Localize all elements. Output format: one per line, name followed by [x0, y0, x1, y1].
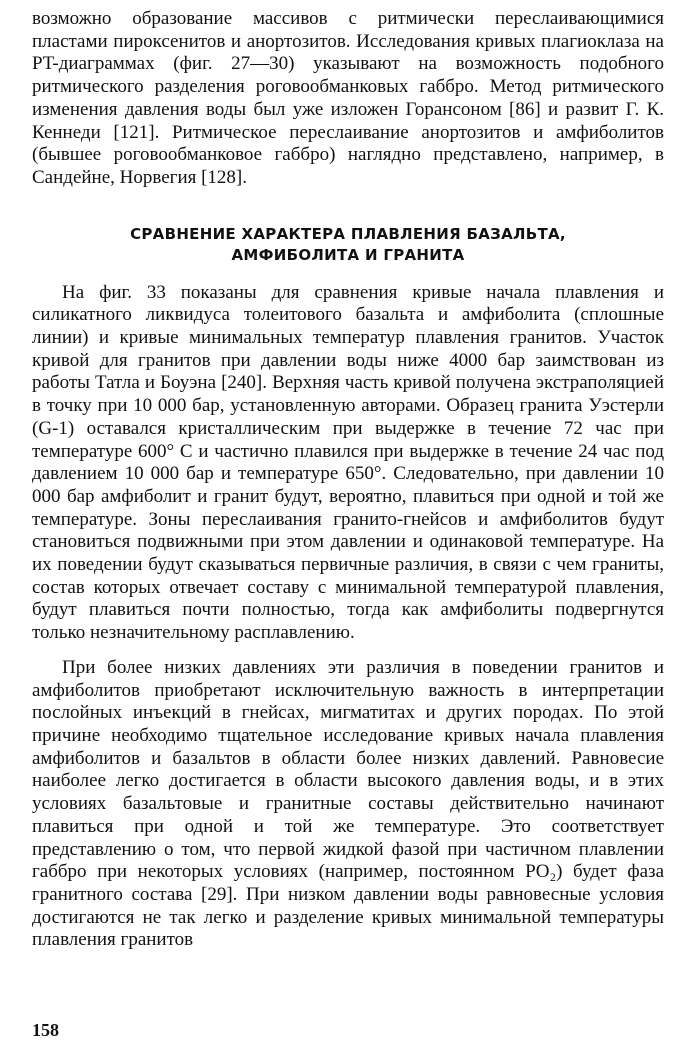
section-heading-line-1: СРАВНЕНИЕ ХАРАКТЕРА ПЛАВЛЕНИЯ БАЗАЛЬТА,	[130, 224, 566, 243]
body-paragraph-melting-comparison: На фиг. 33 показаны для сравнения кривые начала плавления и силикатного ликвидуса толеитового базальта и амфиболита (сплошные линии) и кривые минимальных температур плавления гранитов. Участок кривой для гранитов при давлении воды ниже 4000 бар заимствован из работы Татла и Боуэна [240]. Верхняя часть кривой получена экстраполяцией в точку при 10 000 бар, установленную авторами. Образец гранита Уэстерли (G-1) оставался кристаллическим при выдержке в течение 72 час при температуре 600° С и частично плавился при выдержке в течение 24 час под давлением 10 000 бар и температуре 650°. Следовательно, при давлении 10 000 бар амфиболит и гранит будут, вероятно, плавиться при одной и той же температуре. Зоны переслаивания гранито-гнейсов и амфиболитов будут становиться подвижными при этом давлении и одинаковой температуре. На их поведении будут сказываться первичные различия, в связи с чем граниты, состав которых отвечает составу с минимальной температурой плавления, будут плавиться почти полностью, тогда как амфиболиты подвергнутся только незначительному расплавлению.	[32, 281, 664, 644]
book-page	[32, 8, 664, 1044]
intro-paragraph: возможно образование массивов с ритмически переслаивающимися пластами пироксенитов и анортозитов. Исследования кривых плагиоклаза на PT-диаграммах (фиг. 27—30) указывают на возможность подобного ритмического разделения роговообманковых габбро. Метод ритмического изменения давления воды был уже изложен Горансоном [86] и развит Г. К. Кеннеди [121]. Ритмическое переслаивание анортозитов и амфиболитов (бывшее роговообманковое габбро) наглядно представлено, например, в Сандейне, Норвегия [128].	[32, 8, 664, 188]
page-number: 158	[32, 1020, 59, 1040]
body-paragraph-low-pressure: При более низких давлениях эти различия в поведении гранитов и амфиболитов приобретают исключительную важность в интерпретации послойных инъекций в гнейсах, мигматитах и других породах. По этой причине необходимо тщательное исследование кривых начала плавления амфиболитов и базальтов в области более низких давлений. Равновесие наиболее легко достигается в области высокого давления воды, и в этих условиях базальтовые и гранитные составы действительно начинают плавиться при одной и той же температуре. Это соответствует представлению о том, что первой жидкой фазой при частичном плавлении габбро при некоторых условиях (например, постоянном PO₂) будет фаза гранитного состава [29]. При низком давлении воды равновесные условия достигаются не так легко и разделение кривых минимальной температуры плавления гранитов	[32, 656, 664, 951]
section-heading	[32, 224, 664, 266]
paragraph-gap	[32, 645, 664, 657]
section-heading-line-2: АМФИБОЛИТА И ГРАНИТА	[231, 245, 465, 264]
